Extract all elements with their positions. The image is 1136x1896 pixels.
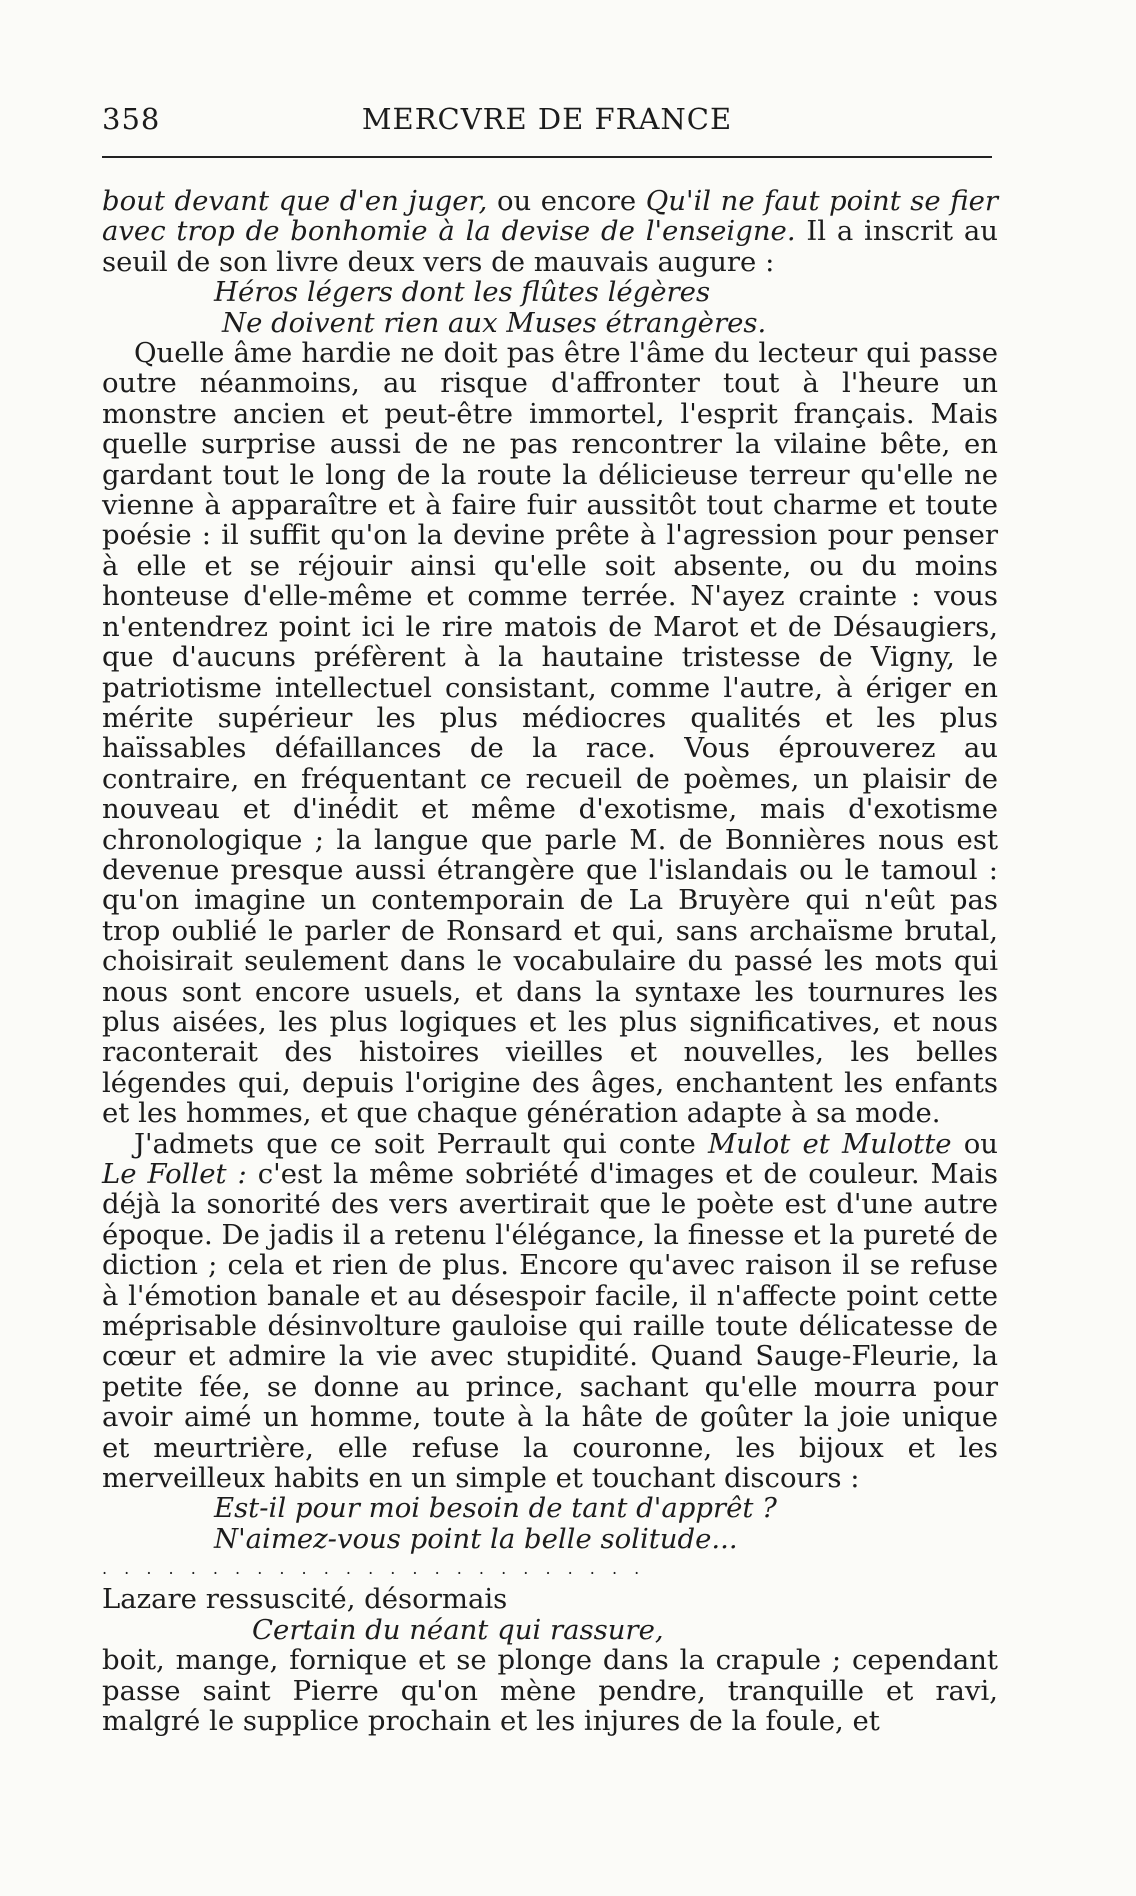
text-run: Il a inscrit au seuil de son livre deux vers de mauvais augure : bbox=[102, 215, 998, 278]
text-run: ou bbox=[951, 1127, 998, 1160]
italic-phrase: bout devant que d'en juger, bbox=[102, 185, 488, 217]
body-text bbox=[102, 186, 998, 1736]
paragraph-4: Lazare ressuscité, désormais bbox=[102, 1583, 508, 1616]
verse-line: Ne doivent rien aux Muses étrangères. bbox=[222, 306, 767, 339]
header-rule bbox=[102, 156, 992, 158]
paragraph-2: Quelle âme hardie ne doit pas être l'âme du lecteur qui passe outre néanmoins, au risque d'affronter tout à l'heure un monstre ancien et peut-être immortel, l'esprit français. Mais quelle surprise aussi de ne pas rencontrer la vilaine bête, en gardant tout le long de la route la délicieuse terreur qu'elle ne vienne à apparaître et à faire fuir aussitôt tout charme et toute poésie : il suffit qu'on la devine prête à l'agression pour penser à elle et se réjouir ainsi qu'elle soit absente, ou du moins honteuse d'elle-même et comme terrée. N'ayez crainte : vous n'entendrez point ici le rire matois de Marot et de Désaugiers, que d'aucuns préfèrent à la hautaine tristesse de Vigny, le patriotisme intellectuel consistant, comme l'autre, à ériger en mérite supérieur les plus médiocres qualités et les plus haïssables défaillances de la race. Vous éprouverez au contraire, en fréquentant ce recueil de poèmes, un plaisir de nouveau et d'inédit et même d'exotisme, mais d'exotisme chronologique ; la langue que parle M. de Bonnières nous est devenue presque aussi étrangère que l'islandais ou le tamoul : qu'on imagine un contemporain de La Bruyère qui n'eût pas trop oublié le parler de Ronsard et qui, sans archaïsme brutal, choisirait seulement dans le vocabulaire du passé les mots qui nous sont encore usuels, et dans la syntaxe les tournures les plus aisées, les plus logiques et les plus significatives, et nous raconterait des histoires vieilles et nouvelles, les belles légendes qui, depuis l'origine des âges, enchantent les enfants et les hommes, et que chaque génération adapte à sa mode. bbox=[102, 337, 998, 1130]
paragraph-3 bbox=[102, 1129, 998, 1494]
page-number: 358 bbox=[102, 102, 161, 136]
work-title: Mulot et Mulotte bbox=[708, 1127, 952, 1160]
verse-line: Héros légers dont les flûtes légères bbox=[214, 276, 711, 309]
paragraph-1 bbox=[102, 186, 998, 277]
text-run: ou encore bbox=[487, 185, 646, 217]
text-run: J'admets que ce soit Perrault qui conte bbox=[134, 1127, 708, 1160]
italic-phrase: Qu'il ne faut point se fier avec trop de bonhomie à la devise de l'enseigne. bbox=[102, 185, 999, 248]
running-title: MERCVRE DE FRANCE bbox=[361, 102, 733, 136]
page-header bbox=[102, 98, 992, 138]
verse-line: Est-il pour moi besoin de tant d'apprêt ? bbox=[214, 1492, 777, 1525]
work-title: Le Follet : bbox=[102, 1158, 247, 1190]
paragraph-5: boit, mange, fornique et se plonge dans la crapule ; cependant passe saint Pierre qu'on mène pendre, tranquille et ravi, malgré le supplice prochain et les injures de la foule, et bbox=[102, 1644, 998, 1737]
ellipsis-dots: . . . . . . . . . . . . . . . . . . . . . . . . . bbox=[102, 1559, 646, 1579]
text-run: c'est la même sobriété d'images et de couleur. Mais déjà la sonorité des vers avertirait que le poète est d'une autre époque. De jadis il a retenu l'élégance, la finesse et la pureté de diction ; cela et rien de plus. Encore qu'avec raison il se refuse à l'émotion banale et au désespoir facile, il n'affecte point cette méprisable désinvolture gauloise qui raille toute délicatesse de cœur et admire la vie avec stupidité. Quand Sauge-Fleurie, la petite fée, se donne au prince, sachant qu'elle mourra pour avoir aimé un homme, toute à la hâte de goûter la joie unique et meurtrière, elle refuse la couronne, les bijoux et les merveilleux habits en un simple et touchant discours : bbox=[102, 1158, 998, 1495]
verse-line: N'aimez-vous point la belle solitude... bbox=[214, 1522, 738, 1555]
verse-line: Certain du néant qui rassure, bbox=[252, 1613, 664, 1646]
